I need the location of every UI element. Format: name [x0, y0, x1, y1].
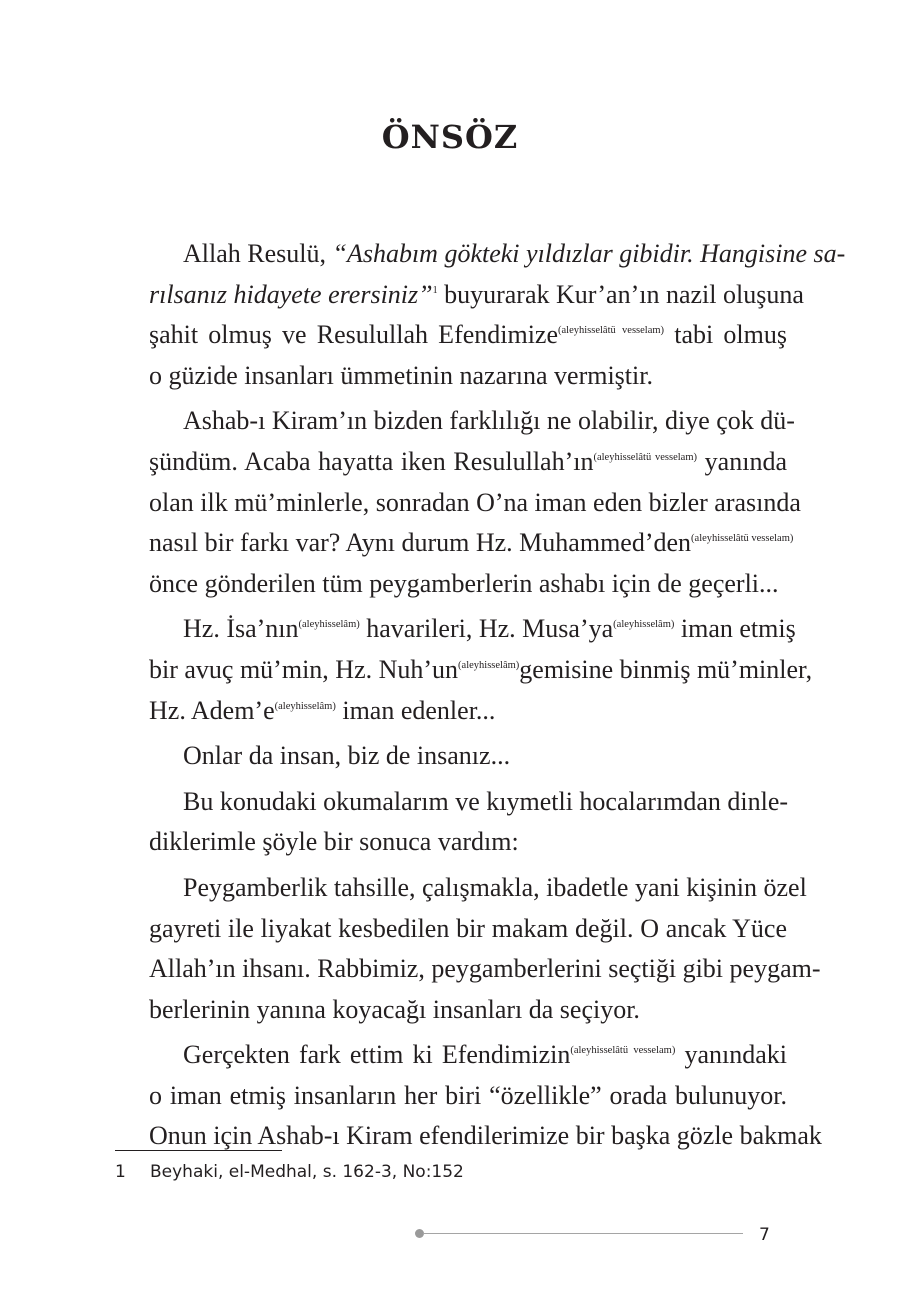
honorific-superscript: (aleyhisselâtü vesselam)	[593, 452, 697, 463]
text-line: Onlar da insan, biz de insanız...	[183, 741, 511, 771]
text-line: Allah’ın ihsanı. Rabbimiz, peygamberlerini seçtiği gibi peygam-	[149, 954, 821, 984]
page-indicator	[415, 1225, 755, 1245]
honorific-superscript: (aleyhisselâm)	[613, 619, 675, 631]
text-span: iman edenler...	[335, 695, 496, 725]
text-span: iman etmiş	[674, 614, 796, 644]
text-line: o güzide insanları ümmetinin nazarına vermiştir.	[149, 360, 653, 390]
text-span: gemisine binmiş mü’minler,	[519, 654, 813, 684]
body-text	[115, 234, 846, 1157]
text-span: yanındaki	[675, 1040, 787, 1070]
text-span: tabi olmuş	[664, 320, 787, 350]
page-title: ÖNSÖZ	[381, 118, 519, 156]
paragraph-3	[115, 609, 813, 731]
text-line	[115, 234, 846, 275]
text-line: berlerinin yanına koyacağı insanları da seçiyor.	[149, 994, 640, 1024]
paragraph-4	[115, 736, 787, 777]
text-line	[115, 691, 787, 732]
paragraph-2	[115, 401, 801, 604]
text-span: Allah Resulü,	[183, 239, 333, 268]
footnote-text: Beyhaki, el-Medhal, s. 162-3, No:152	[150, 1162, 464, 1182]
text-line: önce gönderilen tüm peygamberlerin ashabı için de geçerli...	[149, 568, 779, 598]
text-span: yanında	[697, 446, 787, 476]
text-line: diklerimle şöyle bir sonuca vardım:	[149, 827, 519, 857]
text-span: Hz. Adem’e	[149, 695, 275, 725]
quote-text: rılsanız hidayete erersiniz”	[149, 279, 433, 309]
text-line	[115, 650, 813, 691]
footnote-number: 1	[115, 1162, 126, 1182]
text-line: olan ilk mü’minlerle, sonradan O’na iman eden bizler arasında	[149, 487, 801, 517]
text-line	[115, 523, 794, 564]
paragraph-5	[115, 782, 787, 863]
text-line: gayreti ile liyakat kesbedilen bir makam değil. O ancak Yüce	[149, 913, 787, 943]
text-span: havarileri, Hz. Musa’ya	[359, 614, 614, 644]
text-line: Bu konudaki okumalarım ve kıymetli hocalarımdan dinle-	[183, 786, 789, 816]
text-line: Onun için Ashab-ı Kiram efendilerimize bir başka gözle bakmak	[149, 1121, 822, 1151]
text-span: buyurarak Kur’an’ın nazil oluşuna	[437, 279, 804, 309]
honorific-superscript: (aleyhisselâtü vesselam)	[691, 533, 794, 545]
text-line	[115, 315, 787, 356]
footnote	[115, 1160, 464, 1184]
text-span: şündüm. Acaba hayatta iken Resulullah’ın	[149, 446, 594, 476]
text-span: şahit olmuş ve Resulullah Efendimize	[149, 320, 559, 350]
text-line: o iman etmiş insanların her biri “özellikle” orada bulunuyor.	[149, 1080, 787, 1110]
text-line	[115, 442, 787, 483]
page-number: 7	[759, 1225, 770, 1245]
honorific-superscript: (aleyhisselâtü vesselam)	[558, 325, 665, 337]
honorific-superscript: (aleyhisselâtü vesselam)	[570, 1045, 676, 1057]
honorific-superscript: (aleyhisselâm)	[458, 659, 520, 671]
footnote-reference[interactable]: 1	[432, 284, 438, 296]
text-line	[115, 609, 796, 650]
page-indicator-line	[423, 1233, 743, 1234]
text-line	[115, 1035, 787, 1076]
text-span: nasıl bir farkı var? Aynı durum Hz. Muhammed’den	[149, 528, 692, 558]
footnote-divider	[115, 1150, 282, 1151]
quote-text: “Ashabım gökteki yıldızlar gibidir. Hangisine sa-	[332, 239, 846, 268]
honorific-superscript: (aleyhisselâm)	[298, 619, 360, 631]
text-span: Hz. İsa’nın	[183, 614, 299, 644]
paragraph-1	[115, 234, 846, 396]
honorific-superscript: (aleyhisselâm)	[274, 700, 336, 712]
text-line	[115, 275, 804, 316]
text-line: Peygamberlik tahsille, çalışmakla, ibadetle yani kişinin özel	[183, 872, 807, 902]
text-span: Gerçekten fark ettim ki Efendimizin	[183, 1040, 571, 1070]
text-line: Ashab-ı Kiram’ın bizden farklılığı ne olabilir, diye çok dü-	[183, 406, 795, 436]
text-span: bir avuç mü’min, Hz. Nuh’un	[149, 654, 459, 684]
paragraph-7	[115, 1035, 822, 1157]
paragraph-6	[115, 868, 821, 1030]
